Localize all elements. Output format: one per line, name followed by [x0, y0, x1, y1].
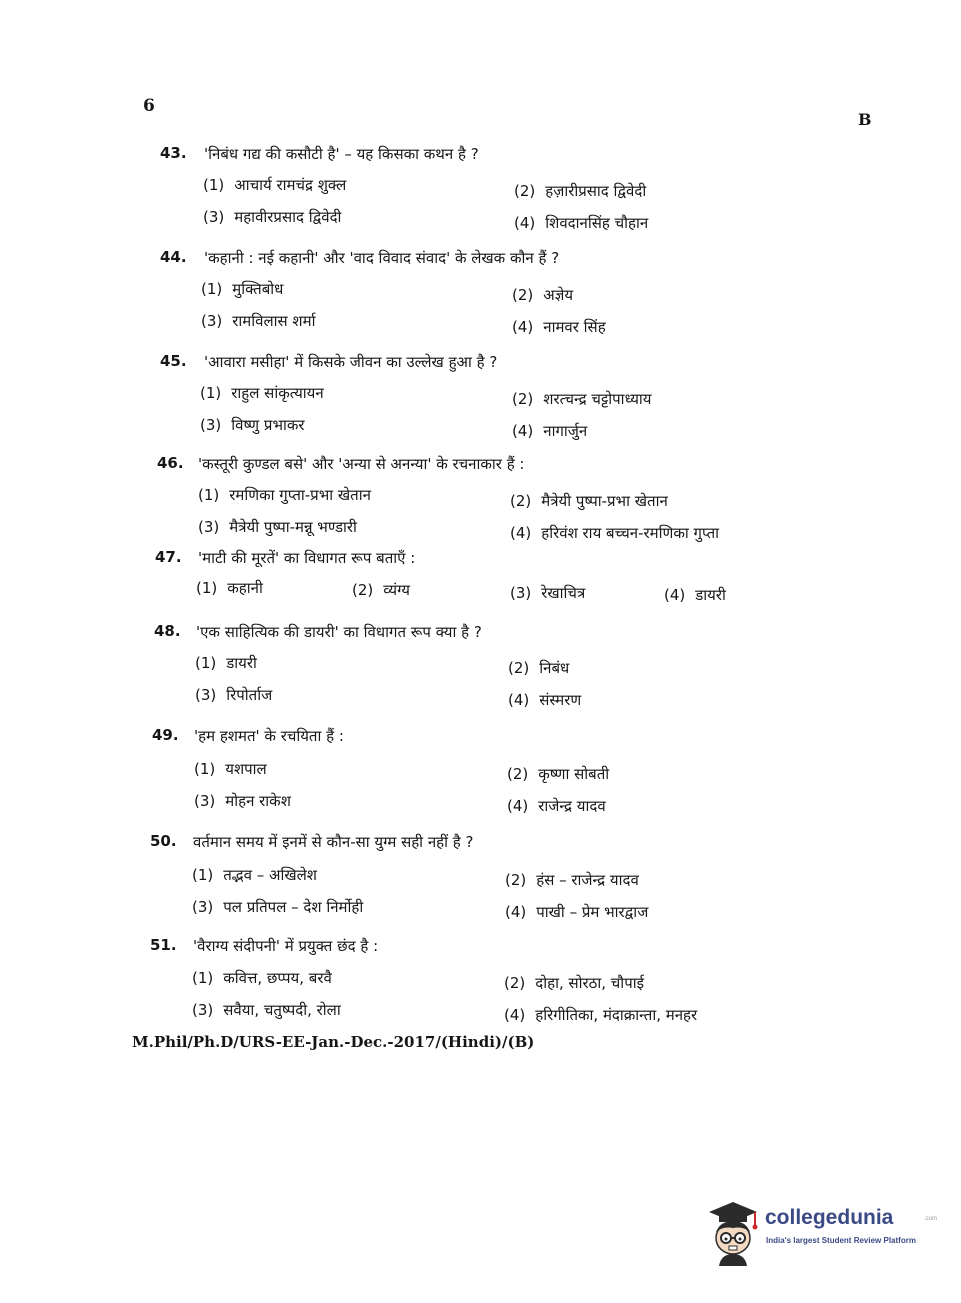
- option-3: (3) मैत्रेयी पुष्पा-मन्नू भण्डारी: [198, 518, 357, 536]
- option-1: (1) कवित्त, छप्पय, बरवै: [192, 969, 332, 987]
- option-4: (4) हरिवंश राय बच्चन-रमणिका गुप्ता: [510, 524, 720, 542]
- question-text: 'कस्तूरी कुण्डल बसे' और 'अन्या से अनन्या' के रचनाकार हैं :: [198, 455, 525, 473]
- question-number: 50.: [150, 832, 177, 850]
- option-1: (1) यशपाल: [194, 760, 267, 778]
- question-number: 48.: [154, 622, 181, 640]
- brand-tagline: India's largest Student Review Platform: [766, 1236, 916, 1245]
- paper-code-footer: M.Phil/Ph.D/URS-EE-Jan.-Dec.-2017/(Hindi)/(B): [132, 1033, 535, 1051]
- option-2: (2) हज़ारीप्रसाद द्विवेदी: [514, 182, 647, 200]
- option-1: (1) कहानी: [196, 579, 263, 597]
- mascot-graduate-icon: [703, 1198, 761, 1268]
- option-1: (1) राहुल सांकृत्यायन: [200, 384, 324, 402]
- option-3: (3) पल प्रतिपल – देश निर्मोही: [192, 898, 364, 916]
- option-1: (1) आचार्य रामचंद्र शुक्ल: [203, 176, 347, 194]
- option-4: (4) शिवदानसिंह चौहान: [514, 214, 649, 232]
- option-3: (3) रिपोर्ताज: [195, 686, 273, 704]
- question-number: 46.: [157, 454, 184, 472]
- option-2: (2) अज्ञेय: [512, 286, 574, 304]
- brand-name: collegedunia: [765, 1206, 894, 1229]
- question-number: 44.: [160, 248, 187, 266]
- option-4: (4) राजेन्द्र यादव: [507, 797, 606, 815]
- question-text: 'आवारा मसीहा' में किसके जीवन का उल्लेख हुआ है ?: [204, 353, 498, 371]
- option-1: (1) रमणिका गुप्ता-प्रभा खेतान: [198, 486, 371, 504]
- option-4: (4) हरिगीतिका, मंदाक्रान्ता, मनहर: [504, 1006, 698, 1024]
- question-text: 'हम हशमत' के रचयिता हैं :: [194, 727, 344, 745]
- question-text: 'निबंध गद्य की कसौटी है' – यह किसका कथन है ?: [204, 145, 479, 163]
- question-number: 47.: [155, 548, 182, 566]
- option-1: (1) डायरी: [195, 654, 257, 672]
- collegedunia-logo: [703, 1198, 938, 1268]
- option-2: (2) शरत्चन्द्र चट्टोपाध्याय: [512, 390, 652, 408]
- question-number: 51.: [150, 936, 177, 954]
- option-4: (4) नागार्जुन: [512, 422, 588, 440]
- brand-domain: .com: [924, 1216, 938, 1222]
- question-text: 'कहानी : नई कहानी' और 'वाद विवाद संवाद' के लेखक कौन हैं ?: [204, 249, 560, 267]
- option-4: (4) डायरी: [664, 586, 726, 604]
- option-2: (2) निबंध: [508, 659, 570, 677]
- set-code: B: [858, 110, 872, 129]
- question-number: 49.: [152, 726, 179, 744]
- option-4: (4) नामवर सिंह: [512, 318, 606, 336]
- page-number: 6: [143, 96, 155, 116]
- question-text: 'एक साहित्यिक की डायरी' का विधागत रूप क्या है ?: [196, 623, 482, 641]
- option-2: (2) कृष्णा सोबती: [507, 765, 610, 783]
- question-number: 45.: [160, 352, 187, 370]
- option-3: (3) रामविलास शर्मा: [201, 312, 316, 330]
- question-text: 'वैराग्य संदीपनी' में प्रयुक्त छंद है :: [193, 937, 379, 955]
- option-3: (3) विष्णु प्रभाकर: [200, 416, 305, 434]
- option-4: (4) पाखी – प्रेम भारद्वाज: [505, 903, 649, 921]
- option-2: (2) दोहा, सोरठा, चौपाई: [504, 974, 644, 992]
- question-text: 'माटी की मूरतें' का विधागत रूप बताएँ :: [198, 549, 416, 567]
- option-3: (3) मोहन राकेश: [194, 792, 291, 810]
- option-3: (3) महावीरप्रसाद द्विवेदी: [203, 208, 342, 226]
- option-2: (2) हंस – राजेन्द्र यादव: [505, 871, 639, 889]
- option-1: (1) तद्भव – अखिलेश: [192, 866, 317, 884]
- option-1: (1) मुक्तिबोध: [201, 280, 284, 298]
- option-2: (2) व्यंग्य: [352, 581, 410, 599]
- option-2: (2) मैत्रेयी पुष्पा-प्रभा खेतान: [510, 492, 668, 510]
- option-3: (3) सवैया, चतुष्पदी, रोला: [192, 1001, 341, 1019]
- question-number: 43.: [160, 144, 187, 162]
- option-3: (3) रेखाचित्र: [510, 584, 586, 602]
- question-text: वर्तमान समय में इनमें से कौन-सा युग्म सही नहीं है ?: [193, 833, 474, 851]
- option-4: (4) संस्मरण: [508, 691, 582, 709]
